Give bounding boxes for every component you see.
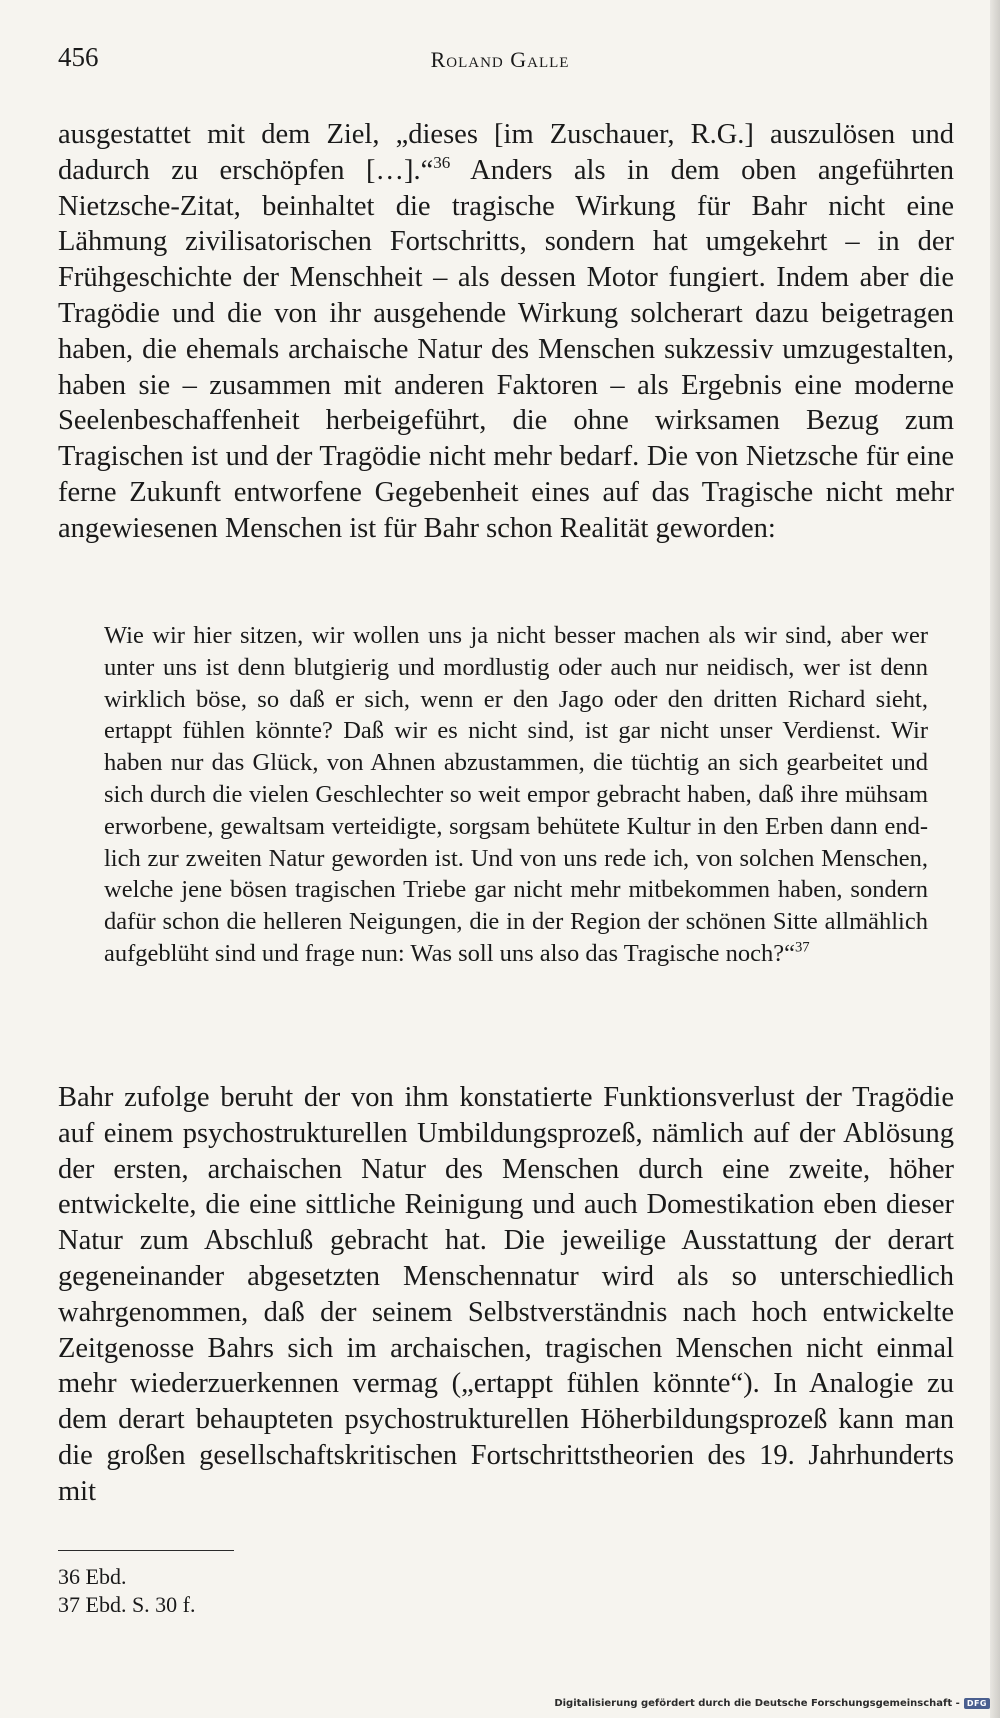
page-number: 456 xyxy=(58,42,99,72)
page-edge-shade xyxy=(990,0,1000,1718)
digitization-credit xyxy=(554,1698,990,1709)
footnote-rule xyxy=(58,1550,234,1551)
block-quote: Wie wir hier sitzen, wir wollen uns ja nicht besser machen als wir sind, aber wer unter uns ist denn blutgierig und mordlustig oder auch nur neidisch, wer ist denn wirklich böse, so daß er sich, wenn er den Jago oder den dritten Richard sieht, ertappt fühlen könnte? Daß wir es nicht sind, ist gar nicht unser Verdienst. Wir haben nur das Glück, von Ahnen abzustammen, die tüchtig an sich gearbeitet und sich durch die vielen Geschlechter so weit empor gebracht haben, daß ihre mühsam erworbene, gewaltsam verteidigte, sorgsam behütete Kultur in den Erben dann endlich zur zweiten Natur geworden ist. Und von uns rede ich, von solchen Menschen, welche jene bösen tragischen Triebe gar nicht mehr mitbekommen haben, sondern dafür schon die helleren Neigungen, die in der Region der schönen Sitte allmählich aufgeblüht sind und frage nun: Was soll uns also das Tragische noch?“$^{37}$ xyxy=(104,622,928,967)
credit-text: Digitalisierung gefördert durch die Deutsche Forschungsgemeinschaft - xyxy=(554,1698,960,1709)
footnote-37: 37 Ebd. S. 30 f. xyxy=(58,1592,196,1617)
running-head: Roland Galle xyxy=(430,47,570,72)
body-paragraph-1: ausgestattet mit dem Ziel, „dieses [im Zuschauer, R.G.] auszulösen und dadurch zu erschöpfen […].“$^{36}$ Anders als in dem oben angeführten Nietzsche-Zitat, beinhaltet die tragische Wirkung für Bahr nicht eine Lähmung zivilisatorischen Fortschritts, sondern hat umgekehrt – in der Frühgeschichte der Menschheit – als dessen Motor fungiert. Indem aber die Tragödie und die von ihr ausgehende Wirkung solcherart dazu beigetragen haben, die ehemals archaische Natur des Menschen sukzessiv umzugestalten, haben sie – zusammen mit anderen Faktoren – als Ergebnis eine moderne Seelenbeschaffenheit herbeigeführt, die ohne wirksamen Bezug zum Tragischen ist und der Tragödie nicht mehr bedarf. Die von Nietzsche für eine ferne Zukunft entworfene Gegebenheit eines auf das Tragische nicht mehr angewiesenen Menschen ist für Bahr schon Realität geworden: xyxy=(58,119,954,544)
footnotes xyxy=(58,1563,196,1619)
footnote-36: 36 Ebd. xyxy=(58,1564,127,1589)
dfg-logo-icon: DFG xyxy=(964,1698,990,1709)
body-paragraph-2: Bahr zufolge beruht der von ihm konstatierte Funktionsverlust der Tragödie auf einem psychostrukturellen Umbildungsprozeß, nämlich auf der Ablösung der ersten, archaischen Natur des Menschen durch eine zweite, höher entwickelte, die eine sittliche Reinigung und auch Domestikation eben dieser Natur zum Abschluß gebracht hat. Die jeweilige Ausstattung der derart gegeneinander abgesetzten Menschennatur wird als so unterschiedlich wahrgenommen, daß der seinem Selbstverständnis nach hoch entwickelte Zeitgenosse Bahrs sich im archaischen, tragischen Menschen nicht einmal mehr wiederzuerkennen vermag („ertappt fühlen könnte“). In Analogie zu dem derart behaupteten psychostrukturellen Höherbildungsprozeß kann man die großen gesellschaftskritischen Fortschrittstheorien des 19. Jahrhunderts mit xyxy=(58,1082,954,1507)
